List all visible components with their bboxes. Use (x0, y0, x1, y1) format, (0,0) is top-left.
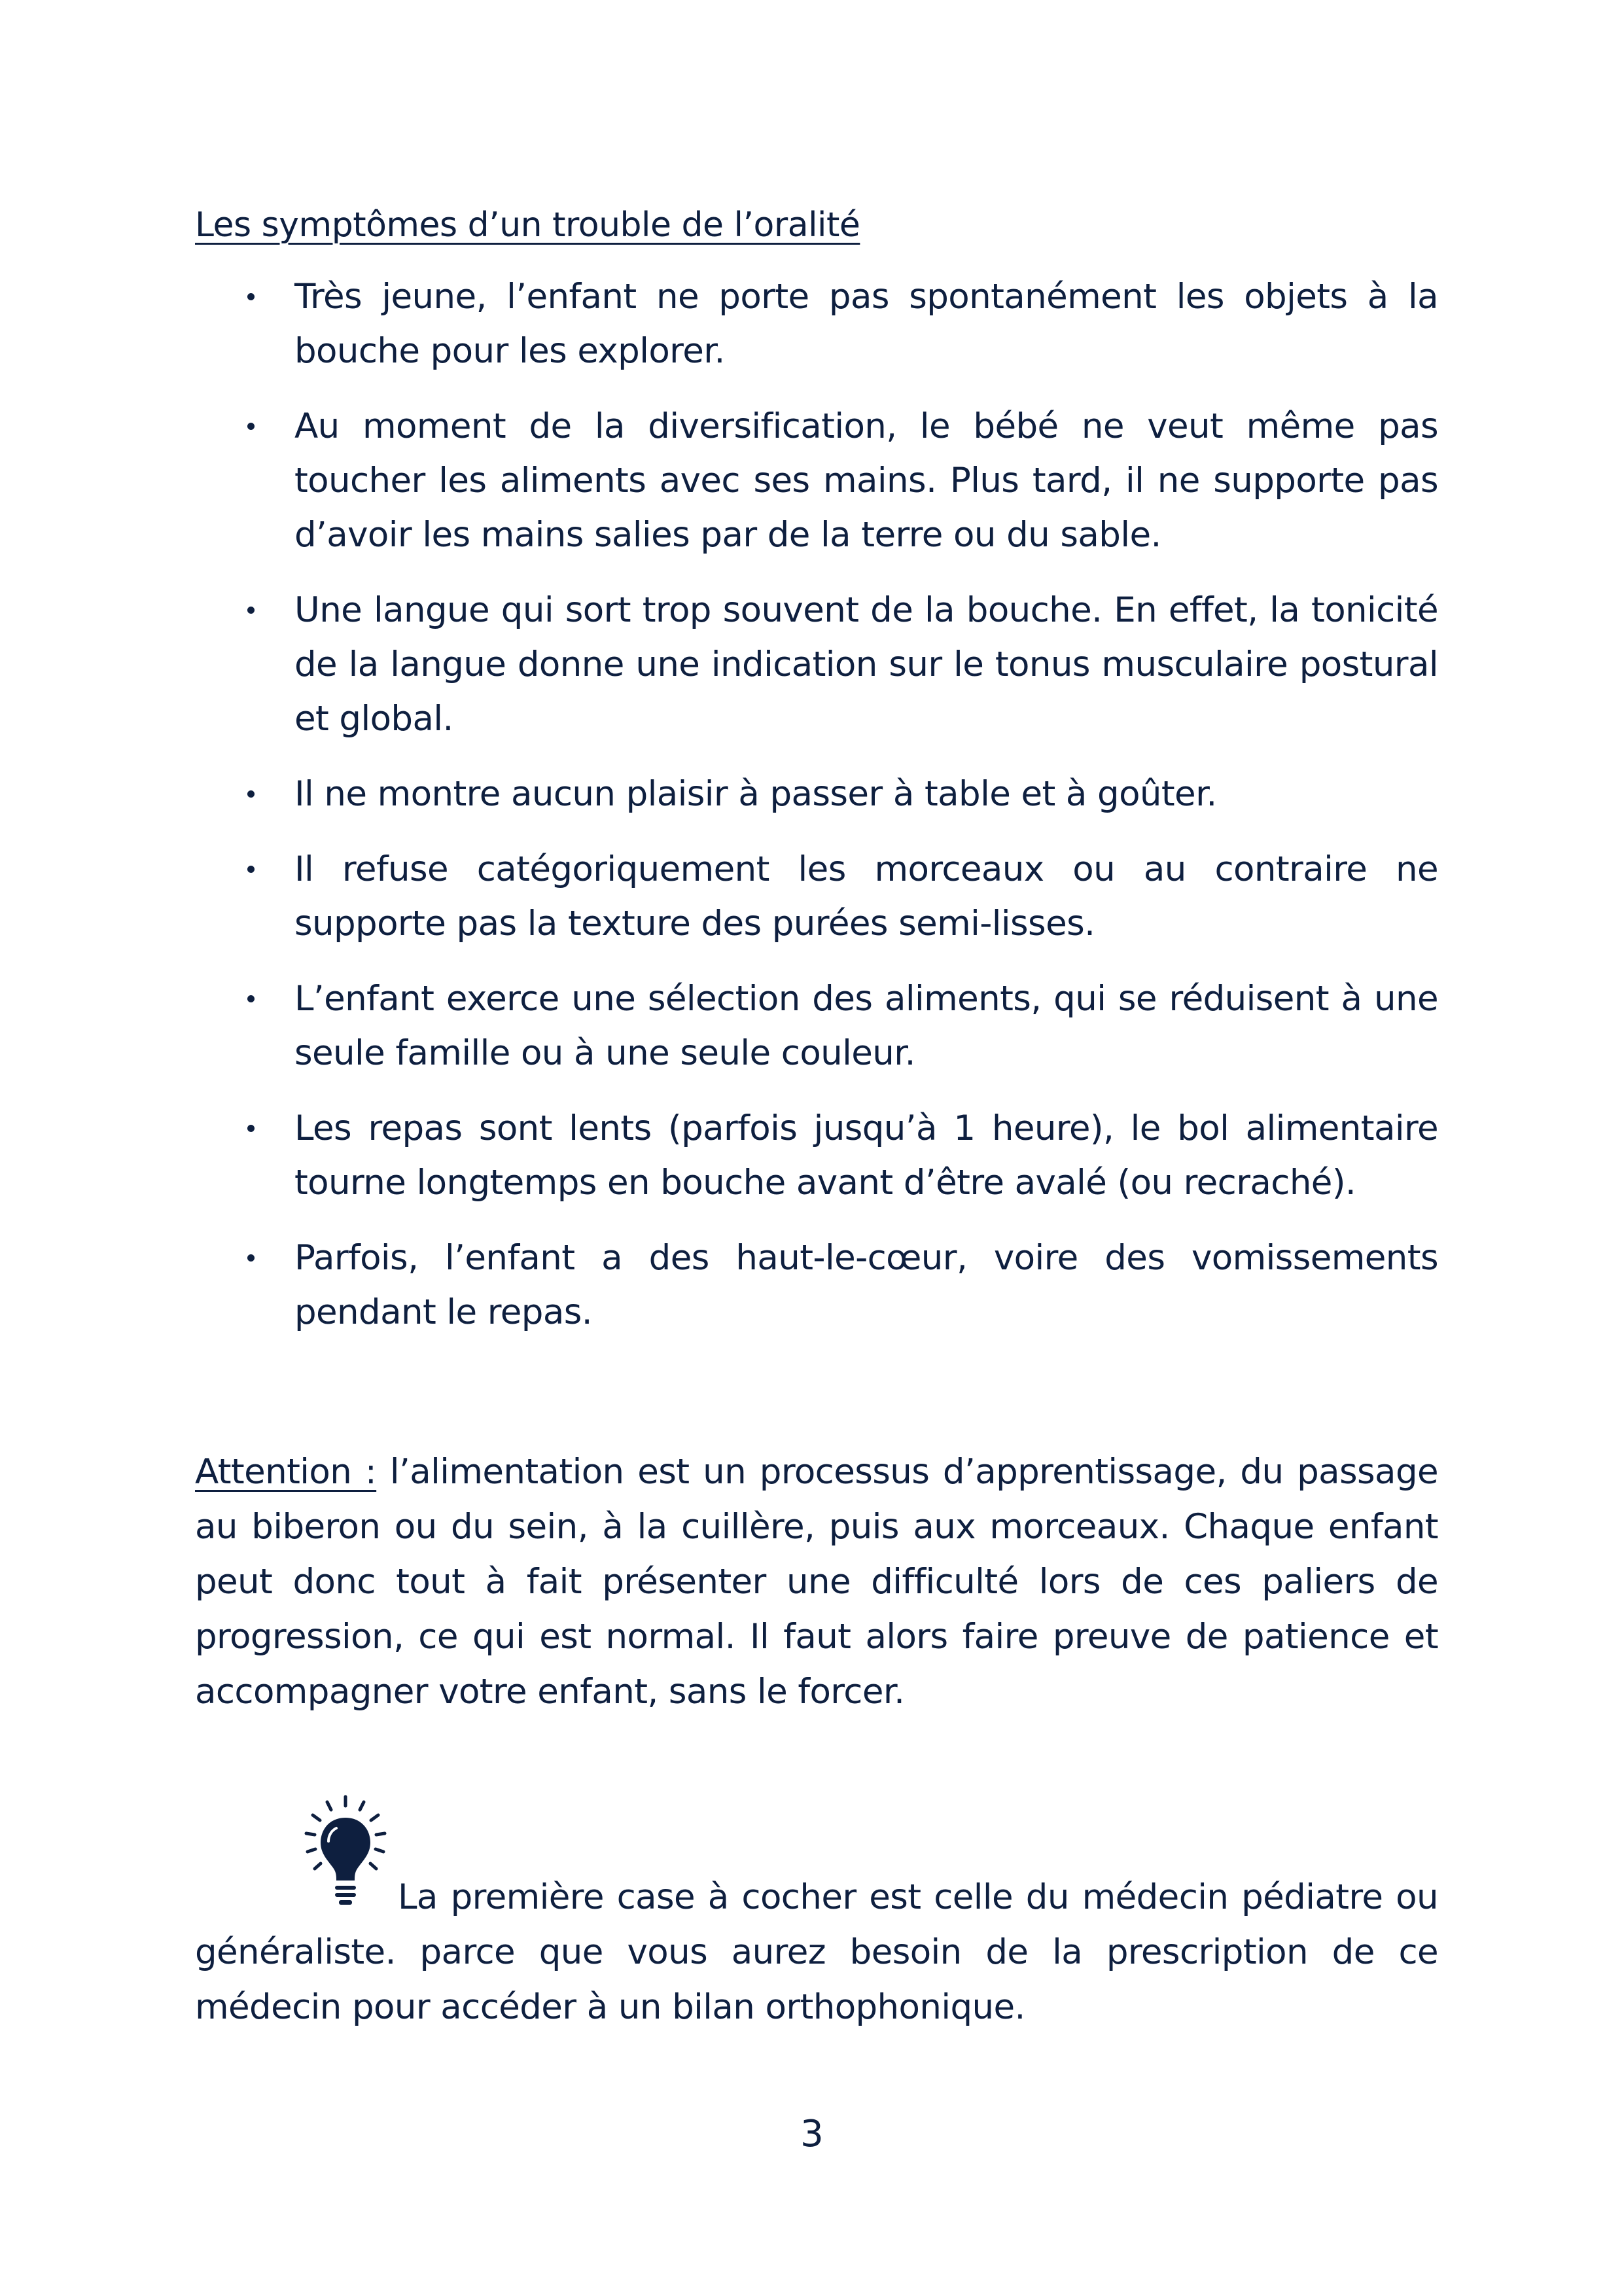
list-item: L’enfant exerce une sélection des aliments, qui se réduisent à une seule famille ou à une seule couleur. (195, 972, 1438, 1080)
tip-paragraph: La première case à cocher est celle du médecin pédiatre ou généraliste. parce que vous aurez besoin de la prescription de ce médecin pour accéder à un bilan orthophonique. (195, 1877, 1438, 2027)
list-item: Au moment de la diversification, le bébé ne veut même pas toucher les aliments avec ses mains. Plus tard, il ne supporte pas d’avoir les mains salies par de la terre ou du sable. (195, 399, 1438, 562)
list-item: Une langue qui sort trop souvent de la bouche. En effet, la tonicité de la langue donne une indication sur le tonus musculaire postural et global. (195, 583, 1438, 746)
page-number: 3 (800, 2113, 824, 2155)
list-item: Les repas sont lents (parfois jusqu’à 1 heure), le bol alimentaire tourne longtemps en bouche avant d’être avalé (ou recraché). (195, 1101, 1438, 1210)
symptom-list (195, 270, 1438, 1360)
list-item: Il ne montre aucun plaisir à passer à table et à goûter. (195, 767, 1438, 821)
list-item: Très jeune, l’enfant ne porte pas spontanément les objets à la bouche pour les explorer. (195, 270, 1438, 378)
attention-paragraph (195, 1445, 1438, 1720)
list-item: Il refuse catégoriquement les morceaux ou au contraire ne supporte pas la texture des purées semi-lisses. (195, 842, 1438, 951)
attention-text: l’alimentation est un processus d’apprentissage, du passage au biberon ou du sein, à la cuillère, puis aux morceaux. Chaque enfant peut donc tout à fait présenter une difficulté lors de ces paliers de progression, ce qui est normal. Il faut alors faire preuve de patience et accompagner votre enfant, sans le forcer. (195, 1452, 1438, 1712)
attention-label: Attention : (195, 1452, 377, 1492)
list-item: Parfois, l’enfant a des haut-le-cœur, voire des vomissements pendant le repas. (195, 1231, 1438, 1339)
section-heading: Les symptômes d’un trouble de l’oralité (195, 205, 860, 245)
